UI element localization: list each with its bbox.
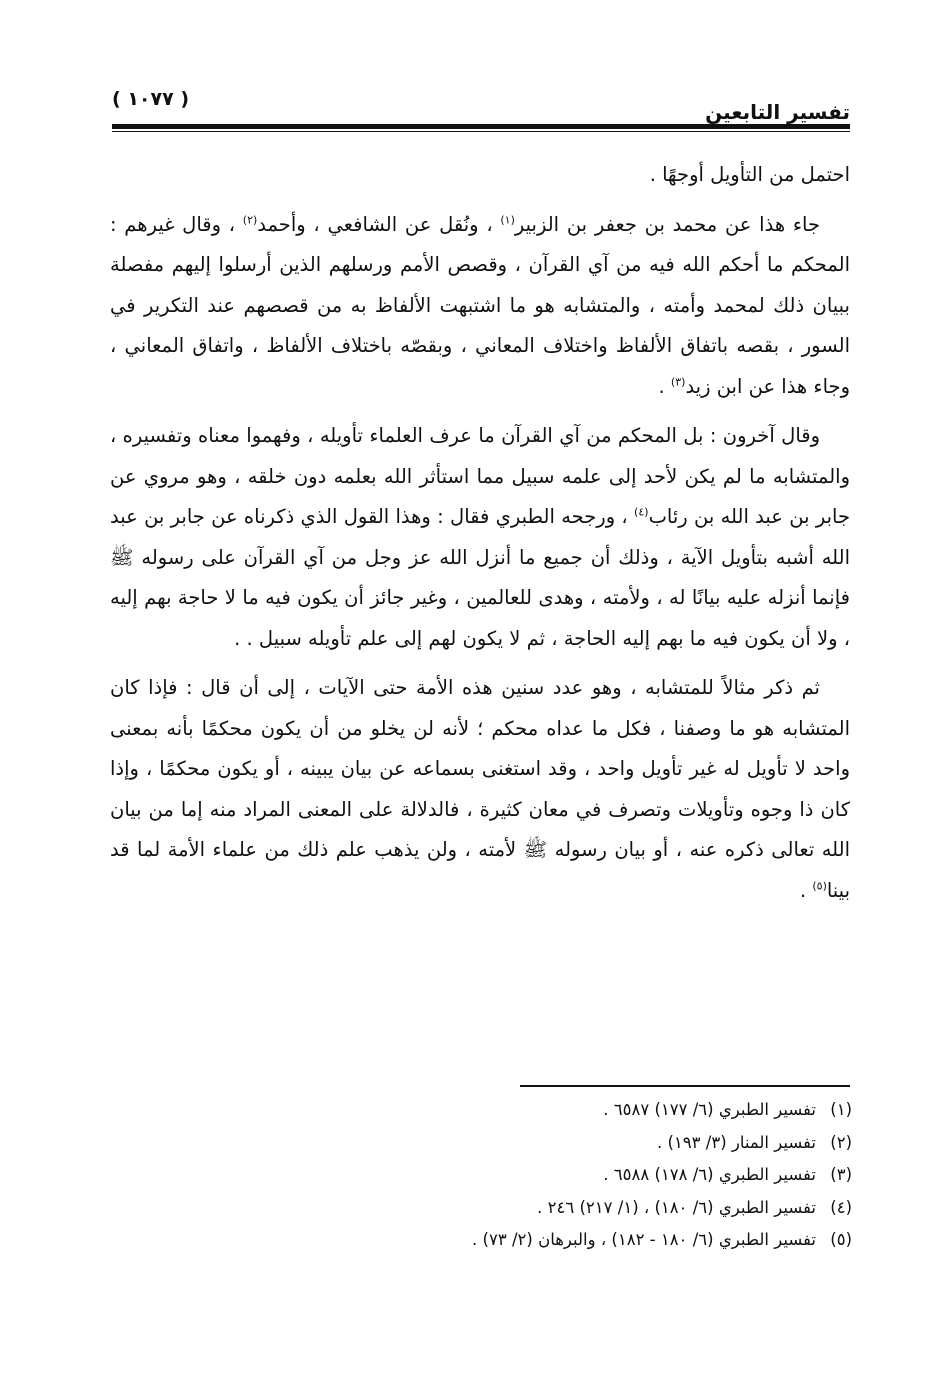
- footnote-separator: [520, 1085, 850, 1087]
- footnote: [300, 1192, 852, 1225]
- footnote-number: (٢): [830, 1132, 852, 1152]
- paragraph-4-text-a: ثم ذكر مثالاً للمتشابه ، وهو عدد سنين هذه الأمة حتى الآيات ، إلى أن قال : فإذا كان المتشابه هو ما وصفنا ، فكل ما عداه محكم ؛ لأنه لن يخلو من أن يكون محكمًا بأنه بمعنى واحد لا تأويل له غير تأويل واحد ، وقد استغنى بسماعه عن بيان يبينه ، أو يكون محكمًا ، وإذا كان ذا وجوه وتأويلات وتصرف في معان كثيرة ، فالدلالة على المعنى المراد منه إما من بيان الله تعالى ذكره عنه ، أو بيان رسوله ﷺ لأمته ، ولن يذهب علم ذلك من علماء الأمة لما قد بينا: [110, 676, 850, 902]
- paragraph-2-text-b: ، ونُقل عن الشافعي ، وأحمد: [257, 212, 501, 236]
- paragraph-4: [110, 668, 850, 911]
- footnote-ref-1: (١): [500, 213, 515, 226]
- paragraph-3: [110, 416, 850, 659]
- paragraph-3-text-b: ، ورجحه الطبري فقال : وهذا القول الذي ذكرناه عن جابر بن عبد الله أشبه بتأويل الآية ، وذلك أن جميع ما أنزل الله عز وجل من آي القرآن على رسوله ﷺ فإنما أنزله عليه بيانًا له ، ولأمته ، وهدى للعالمين ، وغير جائز أن يكون فيه ما لا حاجة بهم إليه ، ولا أن يكون فيه ما بهم إليه الحاجة ، ثم لا يكون لهم إلى علم تأويله سبيل . .: [110, 505, 850, 650]
- footnotes: [300, 1094, 852, 1257]
- paragraph-1-text: احتمل من التأويل أوجهًا .: [649, 163, 850, 186]
- footnote-text: تفسير الطبري (٦/ ١٨٠) ، (١/ ٢١٧) ٢٤٦ .: [537, 1197, 816, 1217]
- footnote-number: (١): [830, 1100, 852, 1119]
- main-text: [110, 155, 850, 920]
- book-title: تفسير التابعين: [705, 100, 850, 124]
- paragraph-3-text-a: وقال آخرون : بل المحكم من آي القرآن ما عرف العلماء تأويله ، وفهموا معناه وتفسيره ، والمتشابه ما لم يكن لأحد إلى علمه سبيل مما استأثر الله بعلمه دون خلقه ، وهو مروي عن جابر بن عبد الله بن رئاب: [110, 424, 850, 528]
- paragraph-4-text-b: .: [799, 878, 813, 902]
- footnote-ref-2: (٢): [242, 213, 258, 226]
- footnote-number: (٤): [830, 1197, 852, 1217]
- header-rule-thin: [112, 131, 850, 132]
- footnote: [300, 1224, 852, 1257]
- footnote-text: تفسير المنار (٣/ ١٩٣) .: [656, 1132, 816, 1152]
- footnote-ref-3: (٣): [670, 375, 686, 388]
- footnote-number: (٥): [830, 1230, 852, 1249]
- footnote: [300, 1159, 852, 1192]
- footnote-text: تفسير الطبري (٦/ ١٧٨) ٦٥٨٨ .: [603, 1165, 816, 1184]
- footnote: [300, 1094, 852, 1127]
- paragraph-2: [110, 205, 850, 408]
- footnote-text: تفسير الطبري (٦/ ١٧٧) ٦٥٨٧ .: [603, 1100, 816, 1119]
- footnote-text: تفسير الطبري (٦/ ١٨٠ - ١٨٢) ، والبرهان (٢/ ٧٣) .: [472, 1230, 816, 1249]
- paragraph-2-text-c: ، وقال غيرهم : المحكم ما أحكم الله فيه من آي القرآن ، وقصص الأمم ورسلهم الذين أرسلوا إليهم مفصلة ببيان ذلك لمحمد وأمته ، والمتشابه هو ما اشتبهت الألفاظ به من قصصهم عند التكرير في السور ، بقصه باتفاق الألفاظ واختلاف المعاني ، وبقصّه باختلاف الألفاظ ، واتفاق المعاني ، وجاء هذا عن ابن زيد: [110, 212, 850, 398]
- footnote-ref-5: (٥): [812, 879, 827, 892]
- paragraph-1: [110, 155, 850, 196]
- paragraph-2-text-d: .: [658, 374, 671, 398]
- footnote: [300, 1127, 852, 1160]
- footnote-ref-4: (٤): [634, 505, 649, 519]
- page-number: ( ١٠٧٧ ): [112, 88, 190, 110]
- header-rule-thick: [112, 124, 850, 129]
- paragraph-2-text-a: جاء هذا عن محمد بن جعفر بن الزبير: [514, 212, 821, 236]
- footnote-number: (٣): [830, 1165, 852, 1184]
